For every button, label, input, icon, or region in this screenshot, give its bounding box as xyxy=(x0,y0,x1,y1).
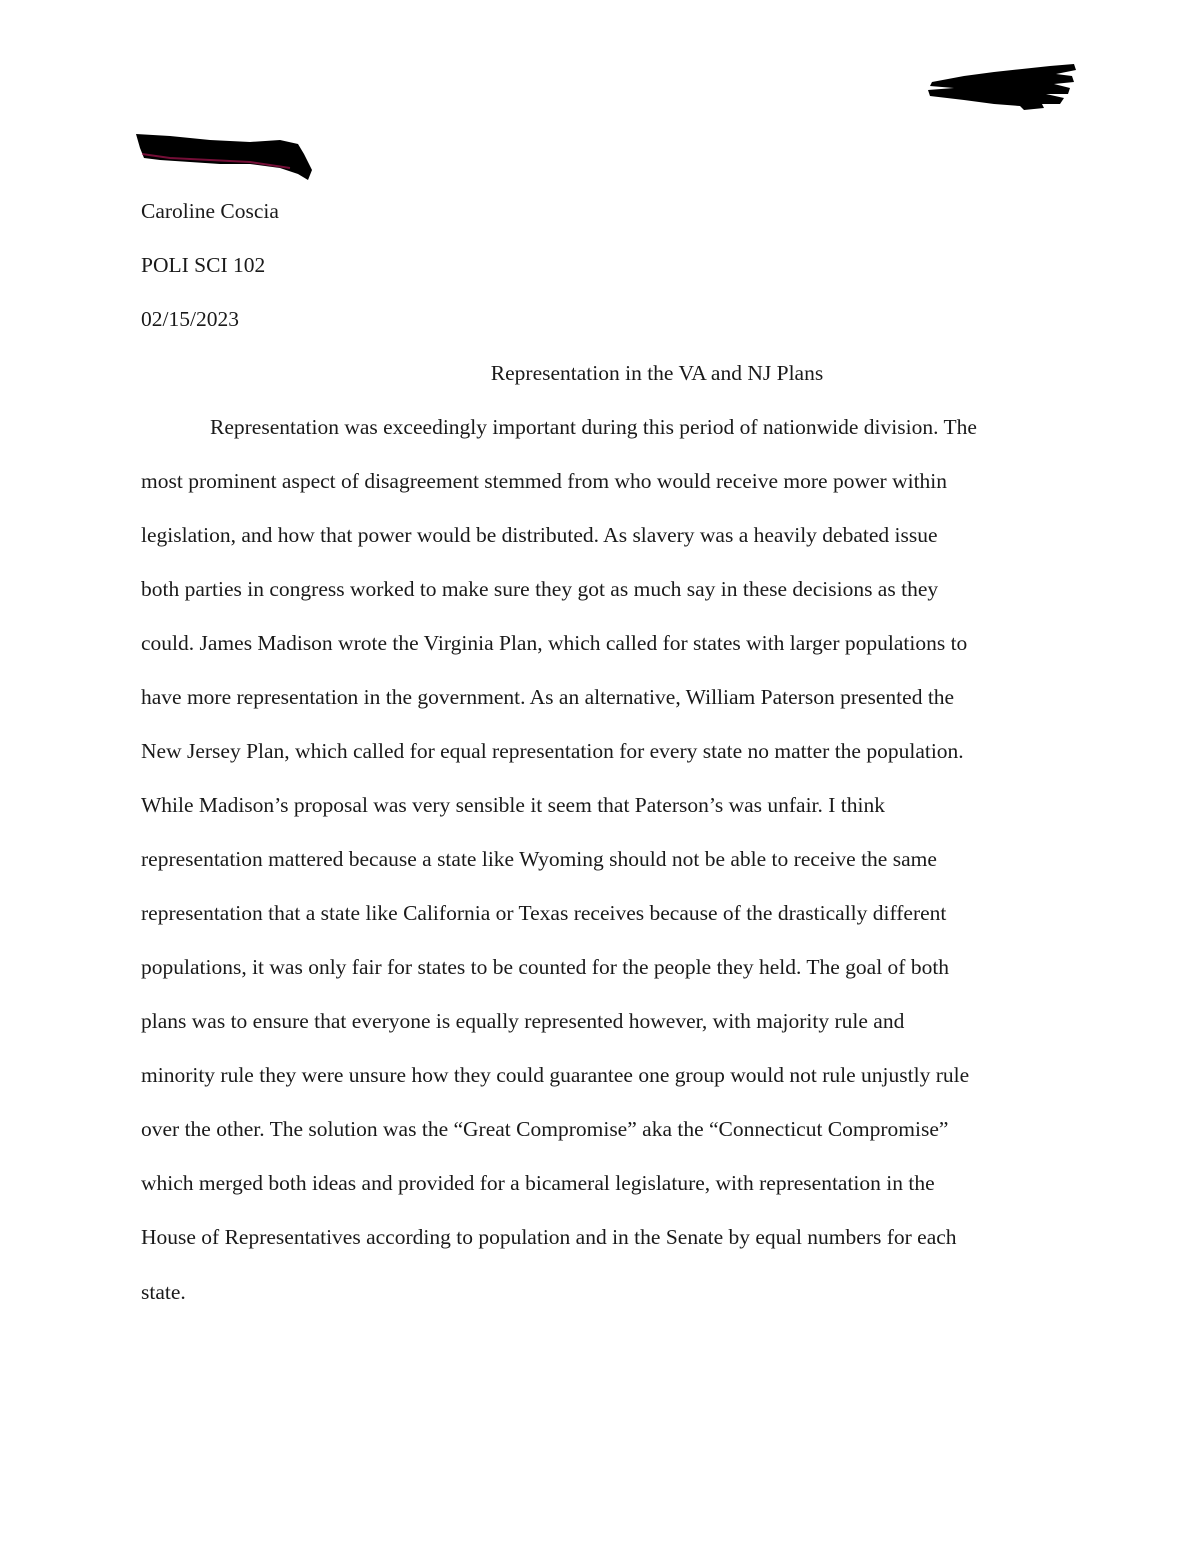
body-line: House of Representatives according to population and in the Senate by equal numbers for each xyxy=(141,1225,957,1249)
body-line: populations, it was only fair for states to be counted for the people they held. The goal of both xyxy=(141,955,950,979)
body-line: which merged both ideas and provided for a bicameral legislature, with representation in the xyxy=(141,1171,935,1195)
body-line: could. James Madison wrote the Virginia Plan, which called for states with larger populations to xyxy=(141,631,968,655)
body-line: have more representation in the government. As an alternative, William Paterson presented the xyxy=(141,685,955,709)
body-line: representation that a state like California or Texas receives because of the drastically different xyxy=(141,901,947,925)
body-line: state. xyxy=(141,1280,186,1304)
essay-title: Representation in the VA and NJ Plans xyxy=(490,361,824,385)
course-name: POLI SCI 102 xyxy=(141,253,266,277)
body-line: over the other. The solution was the “Great Compromise” aka the “Connecticut Compromise” xyxy=(141,1117,949,1141)
body-line: plans was to ensure that everyone is equally represented however, with majority rule and xyxy=(141,1009,905,1033)
redaction-mark-name xyxy=(130,124,316,184)
body-line: While Madison’s proposal was very sensible it seem that Paterson’s was unfair. I think xyxy=(141,793,886,817)
body-line: most prominent aspect of disagreement stemmed from who would receive more power within xyxy=(141,469,948,493)
body-line: New Jersey Plan, which called for equal representation for every state no matter the population. xyxy=(141,739,964,763)
submission-date: 02/15/2023 xyxy=(141,307,239,331)
body-line: both parties in congress worked to make sure they got as much say in these decisions as they xyxy=(141,577,939,601)
body-line: representation mattered because a state like Wyoming should not be able to receive the same xyxy=(141,847,937,871)
author-name: Caroline Coscia xyxy=(141,199,279,223)
body-line: legislation, and how that power would be distributed. As slavery was a heavily debated issue xyxy=(141,523,938,547)
body-line: minority rule they were unsure how they could guarantee one group would not rule unjustly rule xyxy=(141,1063,970,1087)
body-line: Representation was exceedingly important during this period of nationwide division. The xyxy=(210,415,977,439)
redaction-mark-header xyxy=(924,60,1080,112)
